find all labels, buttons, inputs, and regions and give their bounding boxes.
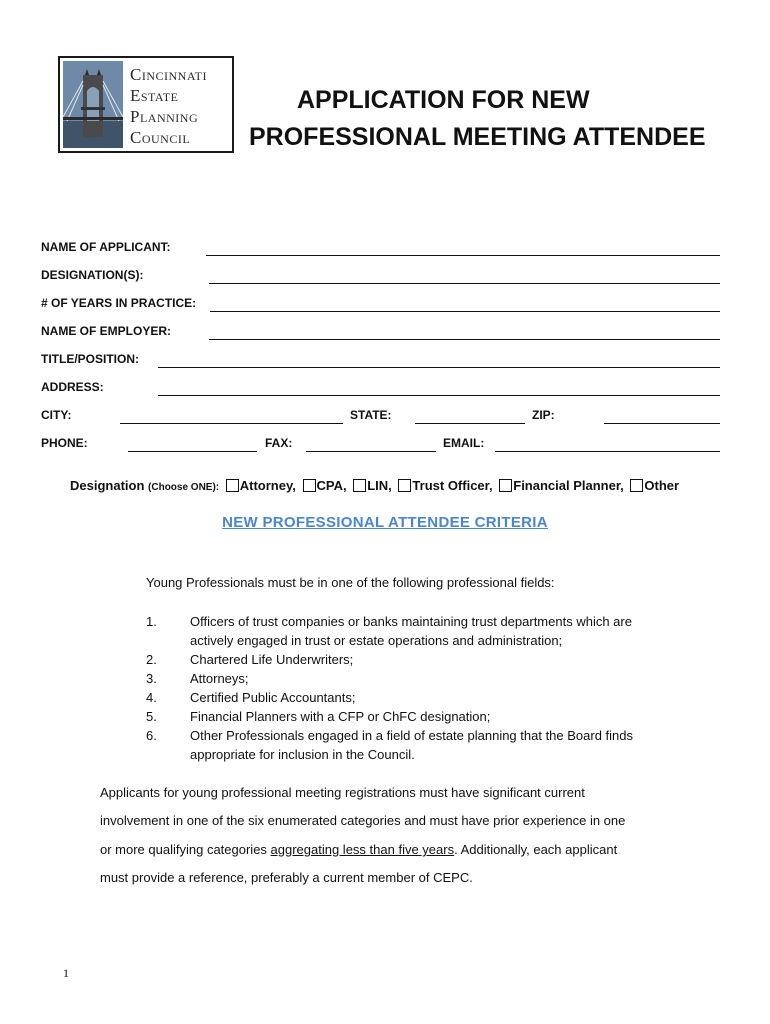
address-field[interactable]	[158, 395, 720, 396]
criteria-paragraph-line: Applicants for young professional meeting registrations must have significant current	[100, 785, 585, 800]
criteria-paragraph-line	[100, 842, 617, 857]
list-item-number: 6.	[146, 728, 157, 743]
city-label: CITY:	[41, 408, 72, 422]
list-item-number: 2.	[146, 652, 157, 667]
phone-label: PHONE:	[41, 436, 88, 450]
list-item: Certified Public Accountants;	[190, 690, 356, 705]
list-item: Attorneys;	[190, 671, 249, 686]
criteria-heading: NEW PROFESSIONAL ATTENDEE CRITERIA	[222, 514, 548, 531]
list-item: Financial Planners with a CFP or ChFC designation;	[190, 709, 491, 724]
email-label: EMAIL:	[443, 436, 485, 450]
other-option-label: Other	[644, 478, 680, 493]
designations-field[interactable]	[209, 283, 720, 284]
criteria-paragraph-line: must provide a reference, preferably a current member of CEPC.	[100, 870, 473, 885]
lin-option-label: LIN,	[367, 478, 392, 493]
list-item: Chartered Life Underwriters;	[190, 652, 354, 667]
list-item-line: Officers of trust companies or banks maintaining trust departments which are	[190, 614, 632, 629]
trust-officer-option-label: Trust Officer,	[412, 478, 493, 493]
attorney-option-label: Attorney,	[239, 478, 296, 493]
paragraph-text: or more qualifying categories	[100, 842, 271, 857]
bridge-tower-image	[63, 61, 123, 148]
financial-planner-checkbox[interactable]	[499, 479, 512, 492]
cpa-option-label: CPA,	[316, 478, 347, 493]
list-item	[190, 612, 632, 650]
attorney-checkbox[interactable]	[226, 479, 239, 492]
list-item-number: 4.	[146, 690, 157, 705]
list-item-line: Other Professionals engaged in a field of estate planning that the Board finds	[190, 728, 634, 743]
zip-field[interactable]	[604, 423, 720, 424]
list-item-line: actively engaged in trust or estate operations and administration;	[190, 633, 563, 648]
form-title-line-1: APPLICATION FOR NEW	[297, 86, 590, 114]
logo-line: Estate	[130, 86, 179, 105]
logo-line: Cincinnati	[130, 65, 207, 84]
phone-field[interactable]	[128, 451, 257, 452]
years-in-practice-label: # OF YEARS IN PRACTICE:	[41, 296, 197, 310]
lin-checkbox[interactable]	[353, 479, 366, 492]
form-title-line-2: PROFESSIONAL MEETING ATTENDEE	[249, 123, 706, 151]
paragraph-text: . Additionally, each applicant	[454, 842, 618, 857]
criteria-intro: Young Professionals must be in one of the following professional fields:	[146, 575, 555, 590]
logo-wordmark	[130, 64, 207, 148]
logo-line: Planning	[130, 107, 199, 126]
cepc-logo	[58, 56, 234, 153]
state-label: STATE:	[350, 408, 392, 422]
list-item-number: 3.	[146, 671, 157, 686]
designation-choice-row	[70, 478, 679, 493]
list-item-number: 5.	[146, 709, 157, 724]
choose-one-label: (Choose ONE):	[148, 482, 220, 493]
logo-line: Council	[130, 128, 191, 147]
designations-label: DESIGNATION(S):	[41, 268, 144, 282]
title-position-label: TITLE/POSITION:	[41, 352, 139, 366]
paragraph-underlined-text: aggregating less than five years	[270, 842, 455, 857]
list-item-line: appropriate for inclusion in the Council.	[190, 747, 415, 762]
fax-label: FAX:	[265, 436, 293, 450]
name-of-applicant-field[interactable]	[206, 255, 720, 256]
designation-label: Designation	[70, 478, 145, 493]
state-field[interactable]	[415, 423, 525, 424]
cpa-checkbox[interactable]	[303, 479, 316, 492]
page-number: 1	[63, 966, 69, 980]
trust-officer-checkbox[interactable]	[398, 479, 411, 492]
zip-label: ZIP:	[532, 408, 555, 422]
address-label: ADDRESS:	[41, 380, 104, 394]
name-of-employer-label: NAME OF EMPLOYER:	[41, 324, 172, 338]
email-field[interactable]	[495, 451, 720, 452]
list-item	[190, 726, 633, 764]
other-checkbox[interactable]	[630, 479, 643, 492]
title-position-field[interactable]	[158, 367, 720, 368]
financial-planner-option-label: Financial Planner,	[513, 478, 624, 493]
city-field[interactable]	[120, 423, 343, 424]
years-in-practice-field[interactable]	[210, 311, 720, 312]
list-item-number: 1.	[146, 614, 157, 629]
fax-field[interactable]	[306, 451, 436, 452]
name-of-employer-field[interactable]	[209, 339, 720, 340]
criteria-paragraph-line: involvement in one of the six enumerated categories and must have prior experience in one	[100, 813, 626, 828]
name-of-applicant-label: NAME OF APPLICANT:	[41, 240, 171, 254]
